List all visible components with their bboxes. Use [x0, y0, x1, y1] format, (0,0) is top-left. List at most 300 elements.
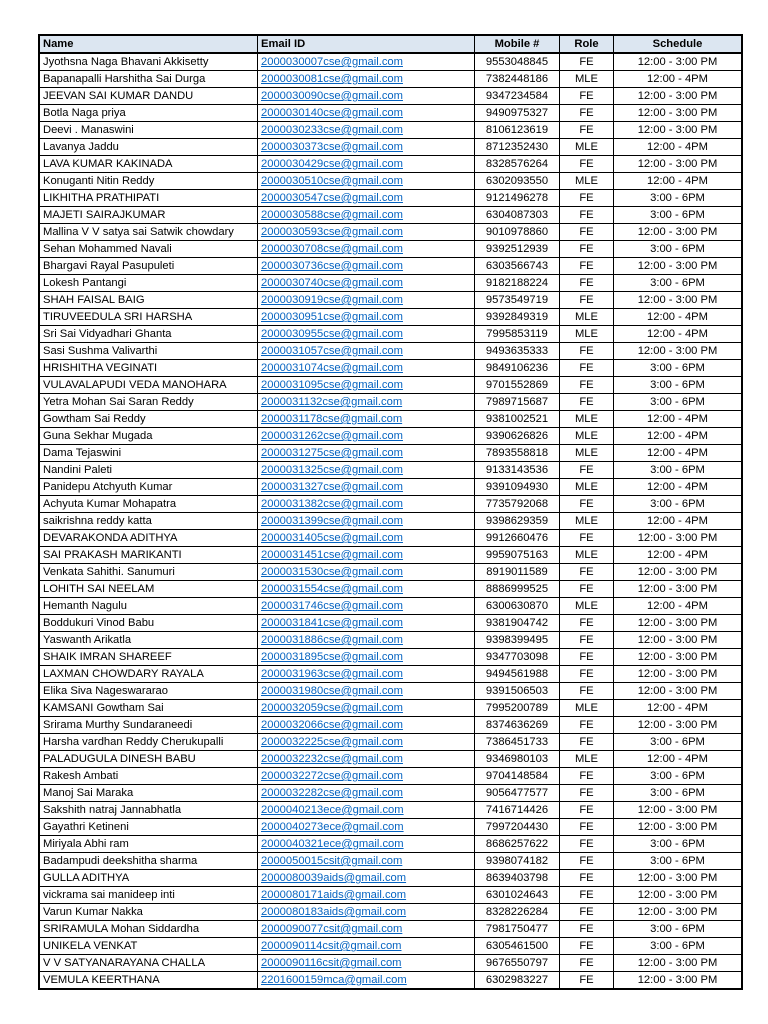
table-row	[40, 258, 742, 275]
table-row	[40, 224, 742, 241]
cell-email-link[interactable]: 2000080183aids@gmail.com	[258, 904, 475, 921]
cell-mobile: 8639403798	[475, 870, 560, 887]
cell-mobile: 9493635333	[475, 343, 560, 360]
cell-schedule: 12:00 - 3:00 PM	[614, 292, 742, 309]
cell-schedule: 12:00 - 3:00 PM	[614, 972, 742, 989]
cell-mobile: 9398074182	[475, 853, 560, 870]
cell-mobile: 9391506503	[475, 683, 560, 700]
cell-mobile: 7981750477	[475, 921, 560, 938]
cell-role: FE	[560, 717, 614, 734]
cell-name: Konuganti Nitin Reddy	[40, 173, 258, 190]
cell-name: Varun Kumar Nakka	[40, 904, 258, 921]
cell-email-link[interactable]: 2000030429cse@gmail.com	[258, 156, 475, 173]
cell-name: Gayathri Ketineni	[40, 819, 258, 836]
cell-mobile: 7893558818	[475, 445, 560, 462]
cell-role: FE	[560, 938, 614, 955]
table-row	[40, 972, 742, 989]
cell-mobile: 8919011589	[475, 564, 560, 581]
cell-schedule: 12:00 - 4PM	[614, 547, 742, 564]
cell-role: FE	[560, 615, 614, 632]
cell-role: FE	[560, 258, 614, 275]
cell-schedule: 12:00 - 4PM	[614, 513, 742, 530]
cell-schedule: 3:00 - 6PM	[614, 275, 742, 292]
cell-email-link[interactable]: 2000032059cse@gmail.com	[258, 700, 475, 717]
cell-mobile: 9390626826	[475, 428, 560, 445]
cell-schedule: 3:00 - 6PM	[614, 785, 742, 802]
cell-mobile: 7995200789	[475, 700, 560, 717]
cell-email-link[interactable]: 2000031841cse@gmail.com	[258, 615, 475, 632]
cell-email-link[interactable]: 2000080039aids@gmail.com	[258, 870, 475, 887]
table-row	[40, 428, 742, 445]
table-row	[40, 530, 742, 547]
table-row	[40, 836, 742, 853]
cell-schedule: 3:00 - 6PM	[614, 921, 742, 938]
cell-email-link[interactable]: 2000030593cse@gmail.com	[258, 224, 475, 241]
cell-name: SAI PRAKASH MARIKANTI	[40, 547, 258, 564]
cell-schedule: 3:00 - 6PM	[614, 734, 742, 751]
cell-email-link[interactable]: 2000032282cse@gmail.com	[258, 785, 475, 802]
table-row	[40, 751, 742, 768]
cell-name: Rakesh Ambati	[40, 768, 258, 785]
cell-email-link[interactable]: 2000080171aids@gmail.com	[258, 887, 475, 904]
table-row	[40, 53, 742, 71]
cell-schedule: 12:00 - 4PM	[614, 139, 742, 156]
cell-schedule: 12:00 - 3:00 PM	[614, 105, 742, 122]
cell-mobile: 6305461500	[475, 938, 560, 955]
cell-role: FE	[560, 904, 614, 921]
cell-email-link[interactable]: 2000031963cse@gmail.com	[258, 666, 475, 683]
cell-email-link[interactable]: 2000031095cse@gmail.com	[258, 377, 475, 394]
table-row	[40, 394, 742, 411]
cell-email-link[interactable]: 2000031074cse@gmail.com	[258, 360, 475, 377]
cell-role: FE	[560, 632, 614, 649]
cell-email-link[interactable]: 2000031132cse@gmail.com	[258, 394, 475, 411]
cell-schedule: 12:00 - 3:00 PM	[614, 258, 742, 275]
cell-mobile: 9676550797	[475, 955, 560, 972]
table-row	[40, 955, 742, 972]
cell-email-link[interactable]: 2000032225cse@gmail.com	[258, 734, 475, 751]
cell-name: MAJETI SAIRAJKUMAR	[40, 207, 258, 224]
cell-email-link[interactable]: 2000040273ece@gmail.com	[258, 819, 475, 836]
cell-name: Hemanth Nagulu	[40, 598, 258, 615]
table-row	[40, 581, 742, 598]
cell-mobile: 9490975327	[475, 105, 560, 122]
cell-role: FE	[560, 683, 614, 700]
cell-name: Miriyala Abhi ram	[40, 836, 258, 853]
cell-mobile: 9849106236	[475, 360, 560, 377]
table-row	[40, 173, 742, 190]
cell-email-link[interactable]: 2000030736cse@gmail.com	[258, 258, 475, 275]
cell-role: FE	[560, 734, 614, 751]
cell-schedule: 12:00 - 3:00 PM	[614, 88, 742, 105]
cell-mobile: 9347234584	[475, 88, 560, 105]
cell-role: MLE	[560, 411, 614, 428]
cell-role: FE	[560, 955, 614, 972]
cell-mobile: 7735792068	[475, 496, 560, 513]
cell-role: MLE	[560, 445, 614, 462]
cell-mobile: 9182188224	[475, 275, 560, 292]
table-row	[40, 921, 742, 938]
cell-mobile: 8328226284	[475, 904, 560, 921]
cell-schedule: 12:00 - 3:00 PM	[614, 870, 742, 887]
cell-name: UNIKELA VENKAT	[40, 938, 258, 955]
cell-role: FE	[560, 462, 614, 479]
table-row	[40, 734, 742, 751]
cell-email-link[interactable]: 2000031399cse@gmail.com	[258, 513, 475, 530]
cell-name: Sri Sai Vidyadhari Ghanta	[40, 326, 258, 343]
cell-name: Deevi . Manaswini	[40, 122, 258, 139]
cell-role: FE	[560, 666, 614, 683]
cell-role: FE	[560, 802, 614, 819]
cell-schedule: 3:00 - 6PM	[614, 394, 742, 411]
cell-email-link[interactable]: 2000030740cse@gmail.com	[258, 275, 475, 292]
cell-mobile: 9056477577	[475, 785, 560, 802]
cell-schedule: 12:00 - 3:00 PM	[614, 904, 742, 921]
cell-mobile: 9398629359	[475, 513, 560, 530]
cell-name: Achyuta Kumar Mohapatra	[40, 496, 258, 513]
cell-name: VULAVALAPUDI VEDA MANOHARA	[40, 377, 258, 394]
cell-mobile: 9704148584	[475, 768, 560, 785]
cell-email-link[interactable]: 2000031262cse@gmail.com	[258, 428, 475, 445]
table-row	[40, 802, 742, 819]
cell-schedule: 12:00 - 4PM	[614, 700, 742, 717]
table-row	[40, 292, 742, 309]
cell-mobile: 9392849319	[475, 309, 560, 326]
cell-role: MLE	[560, 309, 614, 326]
cell-schedule: 3:00 - 6PM	[614, 768, 742, 785]
cell-email-link[interactable]: 2000040321ece@gmail.com	[258, 836, 475, 853]
cell-schedule: 12:00 - 3:00 PM	[614, 156, 742, 173]
cell-role: FE	[560, 122, 614, 139]
cell-name: Yetra Mohan Sai Saran Reddy	[40, 394, 258, 411]
cell-schedule: 12:00 - 4PM	[614, 445, 742, 462]
table-row	[40, 496, 742, 513]
cell-name: Lavanya Jaddu	[40, 139, 258, 156]
table-body	[40, 53, 742, 989]
cell-schedule: 12:00 - 4PM	[614, 173, 742, 190]
cell-schedule: 12:00 - 3:00 PM	[614, 955, 742, 972]
cell-email-link[interactable]: 2000031530cse@gmail.com	[258, 564, 475, 581]
cell-email-link[interactable]: 2000030373cse@gmail.com	[258, 139, 475, 156]
table-row	[40, 156, 742, 173]
cell-role: FE	[560, 870, 614, 887]
table-row	[40, 190, 742, 207]
cell-role: FE	[560, 921, 614, 938]
cell-email-link[interactable]: 2000030081cse@gmail.com	[258, 71, 475, 88]
table-row	[40, 207, 742, 224]
cell-email-link[interactable]: 2000030951cse@gmail.com	[258, 309, 475, 326]
cell-name: Lokesh Pantangi	[40, 275, 258, 292]
cell-role: MLE	[560, 139, 614, 156]
cell-name: Srirama Murthy Sundaraneedi	[40, 717, 258, 734]
cell-name: Gowtham Sai Reddy	[40, 411, 258, 428]
cell-email-link[interactable]: 2000030708cse@gmail.com	[258, 241, 475, 258]
cell-email-link[interactable]: 2000030588cse@gmail.com	[258, 207, 475, 224]
cell-role: FE	[560, 581, 614, 598]
cell-mobile: 6302983227	[475, 972, 560, 989]
cell-schedule: 12:00 - 4PM	[614, 479, 742, 496]
cell-email-link[interactable]: 2000090116csit@gmail.com	[258, 955, 475, 972]
cell-mobile: 6304087303	[475, 207, 560, 224]
cell-mobile: 9010978860	[475, 224, 560, 241]
table-row	[40, 785, 742, 802]
cell-role: FE	[560, 836, 614, 853]
cell-mobile: 7995853119	[475, 326, 560, 343]
cell-name: VEMULA KEERTHANA	[40, 972, 258, 989]
cell-mobile: 7386451733	[475, 734, 560, 751]
cell-email-link[interactable]: 2000040213ece@gmail.com	[258, 802, 475, 819]
cell-email-link[interactable]: 2000031057cse@gmail.com	[258, 343, 475, 360]
table-row	[40, 411, 742, 428]
cell-role: FE	[560, 853, 614, 870]
cell-role: MLE	[560, 598, 614, 615]
cell-name: Dama Tejaswini	[40, 445, 258, 462]
table-row	[40, 462, 742, 479]
cell-email-link[interactable]: 2000030955cse@gmail.com	[258, 326, 475, 343]
cell-schedule: 3:00 - 6PM	[614, 853, 742, 870]
table-row	[40, 666, 742, 683]
cell-mobile: 8686257622	[475, 836, 560, 853]
table-row	[40, 513, 742, 530]
cell-email-link[interactable]: 2000031980cse@gmail.com	[258, 683, 475, 700]
cell-email-link[interactable]: 2201600159mca@gmail.com	[258, 972, 475, 989]
cell-email-link[interactable]: 2000032066cse@gmail.com	[258, 717, 475, 734]
cell-mobile: 8712352430	[475, 139, 560, 156]
cell-role: MLE	[560, 513, 614, 530]
table-row	[40, 853, 742, 870]
cell-mobile: 9346980103	[475, 751, 560, 768]
cell-mobile: 6301024643	[475, 887, 560, 904]
cell-name: GULLA ADITHYA	[40, 870, 258, 887]
cell-email-link[interactable]: 2000031382cse@gmail.com	[258, 496, 475, 513]
cell-email-link[interactable]: 2000031325cse@gmail.com	[258, 462, 475, 479]
cell-role: FE	[560, 88, 614, 105]
cell-mobile: 9573549719	[475, 292, 560, 309]
cell-email-link[interactable]: 2000030007cse@gmail.com	[258, 53, 475, 71]
cell-email-link[interactable]: 2000030090cse@gmail.com	[258, 88, 475, 105]
cell-name: Panidepu Atchyuth Kumar	[40, 479, 258, 496]
cell-mobile: 7382448186	[475, 71, 560, 88]
table-row	[40, 547, 742, 564]
cell-mobile: 9121496278	[475, 190, 560, 207]
cell-schedule: 3:00 - 6PM	[614, 377, 742, 394]
cell-name: Harsha vardhan Reddy Cherukupalli	[40, 734, 258, 751]
cell-email-link[interactable]: 2000030510cse@gmail.com	[258, 173, 475, 190]
table-row	[40, 88, 742, 105]
table-row	[40, 343, 742, 360]
cell-mobile: 7997204430	[475, 819, 560, 836]
cell-role: FE	[560, 377, 614, 394]
cell-mobile: 9701552869	[475, 377, 560, 394]
cell-schedule: 12:00 - 3:00 PM	[614, 683, 742, 700]
cell-name: PALADUGULA DINESH BABU	[40, 751, 258, 768]
cell-schedule: 12:00 - 4PM	[614, 326, 742, 343]
table-row	[40, 683, 742, 700]
cell-name: V V SATYANARAYANA CHALLA	[40, 955, 258, 972]
cell-email-link[interactable]: 2000031451cse@gmail.com	[258, 547, 475, 564]
cell-schedule: 12:00 - 3:00 PM	[614, 343, 742, 360]
cell-mobile: 9494561988	[475, 666, 560, 683]
cell-email-link[interactable]: 2000030919cse@gmail.com	[258, 292, 475, 309]
cell-role: MLE	[560, 173, 614, 190]
cell-role: FE	[560, 530, 614, 547]
cell-email-link[interactable]: 2000050015csit@gmail.com	[258, 853, 475, 870]
cell-schedule: 12:00 - 3:00 PM	[614, 53, 742, 71]
cell-email-link[interactable]: 2000030233cse@gmail.com	[258, 122, 475, 139]
cell-name: Boddukuri Vinod Babu	[40, 615, 258, 632]
table-row	[40, 615, 742, 632]
header-role: Role	[560, 36, 614, 54]
cell-schedule: 12:00 - 3:00 PM	[614, 819, 742, 836]
table-row	[40, 819, 742, 836]
table-row	[40, 360, 742, 377]
cell-role: FE	[560, 564, 614, 581]
cell-role: FE	[560, 224, 614, 241]
cell-schedule: 12:00 - 3:00 PM	[614, 802, 742, 819]
cell-name: Guna Sekhar Mugada	[40, 428, 258, 445]
table-row	[40, 139, 742, 156]
table-row	[40, 649, 742, 666]
cell-email-link[interactable]: 2000031886cse@gmail.com	[258, 632, 475, 649]
cell-schedule: 3:00 - 6PM	[614, 207, 742, 224]
cell-name: Badampudi deekshitha sharma	[40, 853, 258, 870]
cell-email-link[interactable]: 2000031405cse@gmail.com	[258, 530, 475, 547]
cell-role: FE	[560, 53, 614, 71]
cell-schedule: 12:00 - 3:00 PM	[614, 666, 742, 683]
cell-name: HRISHITHA VEGINATI	[40, 360, 258, 377]
cell-schedule: 12:00 - 3:00 PM	[614, 887, 742, 904]
cell-email-link[interactable]: 2000030140cse@gmail.com	[258, 105, 475, 122]
cell-schedule: 12:00 - 4PM	[614, 411, 742, 428]
cell-schedule: 12:00 - 4PM	[614, 751, 742, 768]
cell-name: LAVA KUMAR KAKINADA	[40, 156, 258, 173]
table-row	[40, 938, 742, 955]
cell-schedule: 3:00 - 6PM	[614, 190, 742, 207]
cell-schedule: 12:00 - 3:00 PM	[614, 122, 742, 139]
cell-name: Mallina V V satya sai Satwik chowdary	[40, 224, 258, 241]
cell-mobile: 9912660476	[475, 530, 560, 547]
cell-role: MLE	[560, 479, 614, 496]
cell-mobile: 9381904742	[475, 615, 560, 632]
cell-name: TIRUVEEDULA SRI HARSHA	[40, 309, 258, 326]
cell-role: FE	[560, 207, 614, 224]
cell-role: FE	[560, 275, 614, 292]
table-row	[40, 887, 742, 904]
cell-schedule: 12:00 - 3:00 PM	[614, 717, 742, 734]
cell-schedule: 3:00 - 6PM	[614, 241, 742, 258]
cell-mobile: 9959075163	[475, 547, 560, 564]
cell-name: Sasi Sushma Valivarthi	[40, 343, 258, 360]
cell-role: MLE	[560, 71, 614, 88]
table-row	[40, 632, 742, 649]
cell-role: FE	[560, 649, 614, 666]
table-row	[40, 275, 742, 292]
cell-mobile: 8106123619	[475, 122, 560, 139]
table-row	[40, 904, 742, 921]
cell-role: MLE	[560, 547, 614, 564]
cell-schedule: 12:00 - 3:00 PM	[614, 581, 742, 598]
cell-role: FE	[560, 785, 614, 802]
cell-name: SRIRAMULA Mohan Siddardha	[40, 921, 258, 938]
cell-role: MLE	[560, 326, 614, 343]
cell-role: FE	[560, 241, 614, 258]
cell-schedule: 12:00 - 4PM	[614, 428, 742, 445]
cell-email-link[interactable]: 2000031327cse@gmail.com	[258, 479, 475, 496]
table-row	[40, 122, 742, 139]
cell-name: KAMSANI Gowtham Sai	[40, 700, 258, 717]
cell-mobile: 6303566743	[475, 258, 560, 275]
cell-email-link[interactable]: 2000090077csit@gmail.com	[258, 921, 475, 938]
cell-role: FE	[560, 190, 614, 207]
cell-email-link[interactable]: 2000032232cse@gmail.com	[258, 751, 475, 768]
cell-schedule: 12:00 - 4PM	[614, 598, 742, 615]
cell-name: JEEVAN SAI KUMAR DANDU	[40, 88, 258, 105]
cell-schedule: 12:00 - 3:00 PM	[614, 564, 742, 581]
cell-name: saikrishna reddy katta	[40, 513, 258, 530]
cell-role: MLE	[560, 428, 614, 445]
cell-role: FE	[560, 394, 614, 411]
table-row	[40, 768, 742, 785]
cell-email-link[interactable]: 2000031275cse@gmail.com	[258, 445, 475, 462]
header-name: Name	[40, 36, 258, 54]
cell-mobile: 9133143536	[475, 462, 560, 479]
cell-mobile: 9398399495	[475, 632, 560, 649]
cell-role: FE	[560, 360, 614, 377]
cell-email-link[interactable]: 2000031895cse@gmail.com	[258, 649, 475, 666]
cell-email-link[interactable]: 2000031746cse@gmail.com	[258, 598, 475, 615]
cell-role: FE	[560, 292, 614, 309]
cell-email-link[interactable]: 2000031178cse@gmail.com	[258, 411, 475, 428]
cell-email-link[interactable]: 2000030547cse@gmail.com	[258, 190, 475, 207]
cell-role: FE	[560, 819, 614, 836]
cell-role: FE	[560, 887, 614, 904]
cell-name: Nandini Paleti	[40, 462, 258, 479]
cell-mobile: 6302093550	[475, 173, 560, 190]
cell-name: Botla Naga priya	[40, 105, 258, 122]
cell-name: Sakshith natraj Jannabhatla	[40, 802, 258, 819]
cell-name: Manoj Sai Maraka	[40, 785, 258, 802]
schedule-table	[39, 35, 742, 989]
cell-name: LAXMAN CHOWDARY RAYALA	[40, 666, 258, 683]
cell-name: Jyothsna Naga Bhavani Akkisetty	[40, 53, 258, 71]
table-row	[40, 309, 742, 326]
table-row	[40, 105, 742, 122]
cell-mobile: 8886999525	[475, 581, 560, 598]
cell-email-link[interactable]: 2000090114csit@gmail.com	[258, 938, 475, 955]
cell-schedule: 12:00 - 3:00 PM	[614, 530, 742, 547]
table-row	[40, 326, 742, 343]
table-row	[40, 241, 742, 258]
header-email: Email ID	[258, 36, 475, 54]
cell-email-link[interactable]: 2000032272cse@gmail.com	[258, 768, 475, 785]
cell-schedule: 12:00 - 3:00 PM	[614, 615, 742, 632]
cell-role: FE	[560, 972, 614, 989]
cell-email-link[interactable]: 2000031554cse@gmail.com	[258, 581, 475, 598]
cell-schedule: 12:00 - 3:00 PM	[614, 649, 742, 666]
table-row	[40, 598, 742, 615]
cell-mobile: 7989715687	[475, 394, 560, 411]
cell-name: SHAH FAISAL BAIG	[40, 292, 258, 309]
cell-name: Sehan Mohammed Navali	[40, 241, 258, 258]
cell-mobile: 8374636269	[475, 717, 560, 734]
cell-schedule: 3:00 - 6PM	[614, 496, 742, 513]
table-row	[40, 564, 742, 581]
cell-name: LIKHITHA PRATHIPATI	[40, 190, 258, 207]
cell-schedule: 12:00 - 3:00 PM	[614, 632, 742, 649]
cell-role: FE	[560, 496, 614, 513]
cell-mobile: 9392512939	[475, 241, 560, 258]
table-row	[40, 445, 742, 462]
